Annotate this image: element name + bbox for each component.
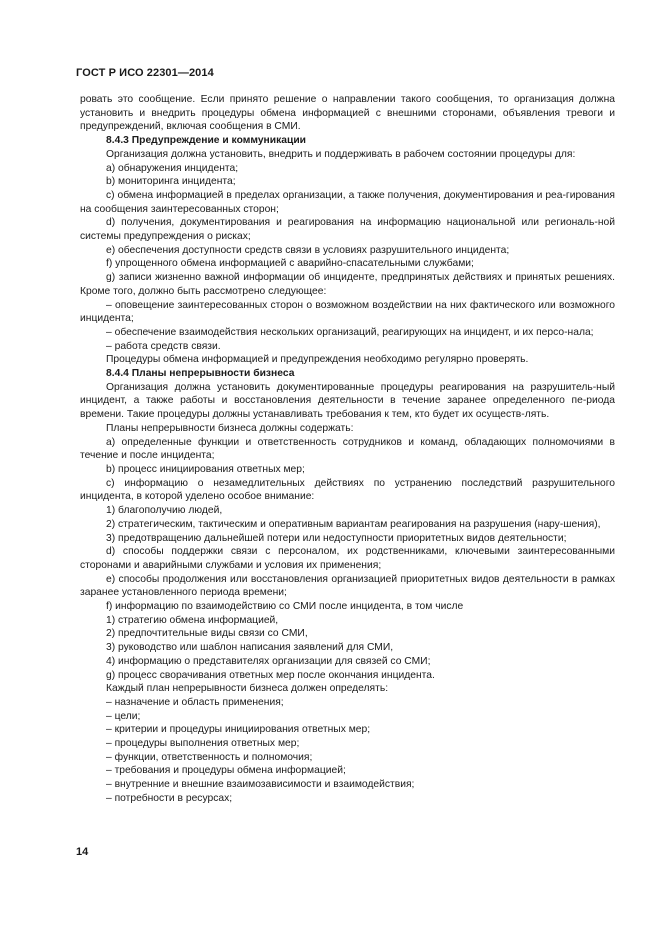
paragraph: a) обнаружения инцидента; — [106, 162, 239, 174]
paragraph: e) обеспечения доступности средств связи в условиях разрушительного инцидента; — [106, 244, 510, 256]
paragraph: b) мониторинга инцидента; — [106, 176, 236, 188]
paragraph: – оповещение заинтересованных сторон о возможном воздействии на них фактического или возможного инцидента; — [80, 299, 615, 325]
paragraph: 4) информацию о представителях организации для связей со СМИ; — [106, 655, 431, 667]
paragraph: d) способы поддержки связи с персоналом, их родственниками, ключевыми заинтересованными сторонами и аварийными службами и условия их применения; — [80, 546, 615, 571]
section-heading: 8.4.4 Планы непрерывности бизнеса — [106, 368, 295, 380]
section-heading: 8.4.3 Предупреждение и коммуникации — [106, 135, 306, 147]
paragraph: – требования и процедуры обмена информацией; — [106, 765, 346, 777]
paragraph: b) процесс инициирования ответных мер; — [106, 463, 305, 475]
paragraph: – назначение и область применения; — [106, 696, 284, 708]
paragraph: Планы непрерывности бизнеса должны содержать: — [106, 422, 354, 434]
paragraph: – работа средств связи. — [106, 340, 221, 352]
paragraph: ровать это сообщение. Если принято решение о направлении такого сообщения, то организация должна установить и внедрить процедуры обмена информацией с внешними сторонами, объявления тревоги и предупреждений, включая сообщения в СМИ. — [80, 94, 615, 133]
paragraph: – функции, ответственность и полномочия; — [106, 751, 313, 763]
paragraph: – критерии и процедуры инициирования ответных мер; — [106, 724, 371, 736]
paragraph: a) определенные функции и ответственность сотрудников и команд, обладающих полномочиями в течение и после инцидента; — [80, 436, 615, 462]
paragraph: Процедуры обмена информацией и предупреждения необходимо регулярно проверять. — [106, 354, 529, 366]
page-number: 14 — [76, 846, 89, 858]
paragraph: 3) предотвращению дальнейшей потери или недоступности приоритетных видов деятельности; — [106, 532, 567, 544]
paragraph: g) записи жизненно важной информации об инциденте, предпринятых действиях и принятых решениях. Кроме того, должно быть рассмотрено следующее: — [80, 272, 615, 297]
paragraph: – внутренние и внешние взаимозависимости и взаимодействия; — [106, 779, 415, 791]
paragraph: 2) стратегическим, тактическим и оперативным вариантам реагирования на разрушения (нару-шения), — [106, 518, 601, 530]
paragraph: 1) благополучию людей, — [106, 505, 223, 517]
paragraph: – процедуры выполнения ответных мер; — [106, 738, 300, 750]
paragraph: Каждый план непрерывности бизнеса должен определять: — [106, 683, 389, 695]
paragraph: – потребности в ресурсах; — [106, 792, 233, 804]
paragraph: – обеспечение взаимодействия нескольких организаций, реагирующих на инцидент, и их персо-нала; — [106, 326, 594, 338]
paragraph: – цели; — [106, 710, 141, 722]
paragraph: e) способы продолжения или восстановления организацией приоритетных видов деятельности в рамках заранее установленного периода времени; — [80, 573, 615, 599]
paragraph: f) информацию по взаимодействию со СМИ после инцидента, в том числе — [106, 601, 464, 613]
paragraph: c) обмена информацией в пределах организации, а также получения, документирования и реа-гирования на сообщения заинтересованных сторон; — [80, 189, 615, 215]
paragraph: d) получения, документирования и реагирования на информацию национальной или региональ-ной системы предупреждения о рисках; — [80, 217, 615, 243]
paragraph: 1) стратегию обмена информацией, — [106, 614, 279, 626]
paragraph: g) процесс сворачивания ответных мер после окончания инцидента. — [106, 669, 435, 681]
paragraph: Организация должна установить, внедрить и поддерживать в рабочем состоянии процедуры для: — [106, 148, 576, 160]
document-header: ГОСТ Р ИСО 22301—2014 — [76, 67, 214, 79]
document-body — [80, 93, 615, 806]
paragraph: c) информацию о незамедлительных действиях по устранению последствий разрушительного инцидента, в которой уделено особое внимание: — [80, 477, 615, 503]
paragraph: f) упрощенного обмена информацией с аварийно-спасательными службами; — [106, 258, 474, 270]
paragraph: 3) руководство или шаблон написания заявлений для СМИ, — [106, 642, 394, 654]
paragraph: 2) предпочтительные виды связи со СМИ, — [106, 628, 308, 640]
paragraph: Организация должна установить документированные процедуры реагирования на разрушитель-ный инцидент, а также работы и восстановления деятельности в течение заранее определенного пе-риода времени. Такие процедуры должны устанавливать требования к тем, кто будет их осуществ-лять. — [80, 381, 615, 421]
